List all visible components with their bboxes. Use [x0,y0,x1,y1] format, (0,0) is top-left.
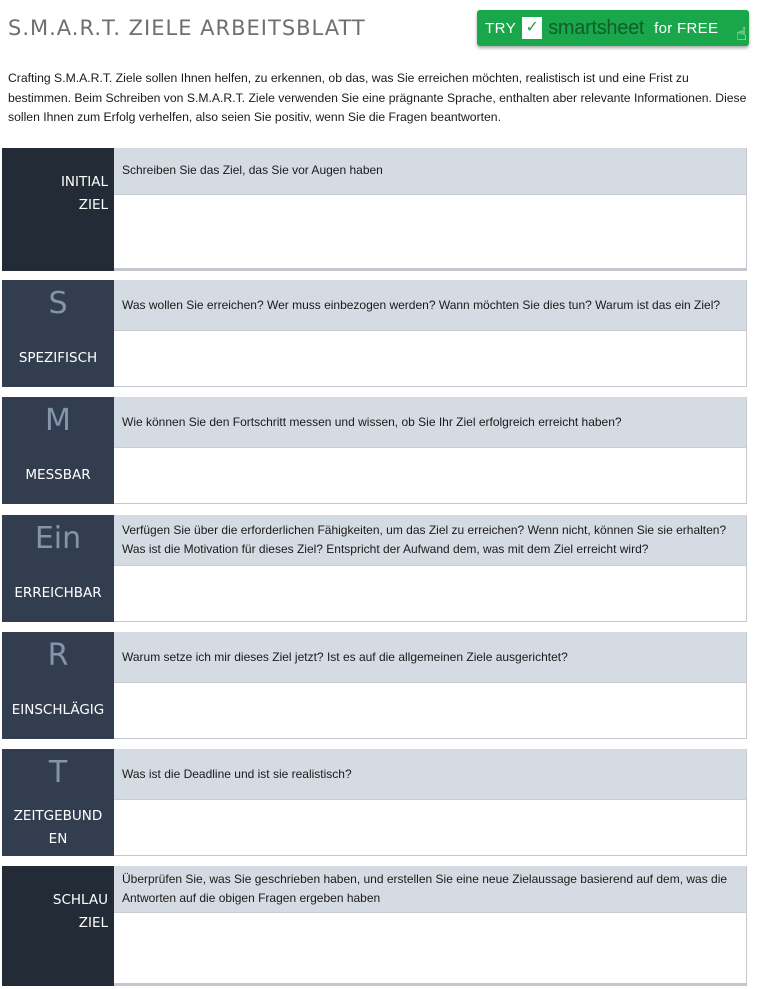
question-band [114,632,746,682]
question-text: Schreiben Sie das Ziel, das Sie vor Augen haben [122,163,383,177]
smart-letter: M [45,403,71,438]
answer-area[interactable] [114,799,746,856]
answer-area[interactable] [114,447,746,504]
section-achievable [2,515,747,622]
question-text: Was wollen Sie erreichen? Wer muss einbezogen werden? Wann möchten Sie dies tun? Warum ist das ein Ziel? [122,297,721,312]
smart-letter: Ein [34,521,82,556]
smart-letter: S [48,286,68,321]
section-time-bound [2,749,747,856]
answer-input-time-bound[interactable] [114,800,746,855]
ad-try-label: TRY [485,19,517,37]
answer-input-relevant[interactable] [114,683,746,738]
intro-paragraph: Crafting S.M.A.R.T. Ziele sollen Ihnen helfen, zu erkennen, ob das, was Sie erreichen möchten, realistisch ist und eine Frist zu bestimmen. Beim Schreiben von S.M.A.R.T. Ziele verwenden Sie eine prägnante Sprache, enthalten aber relevante Informationen. Diese sollen Ihnen zum Erfolg verhelfen, also seien Sie positiv, wenn Sie die Fragen beantworten. [8,71,747,124]
side-label-line2: ZIEL [78,197,108,213]
answer-area[interactable] [114,565,746,622]
checkmark-icon: ✓ [522,17,542,39]
ad-free-label: for FREE [654,19,719,37]
answer-input-achievable[interactable] [114,566,746,621]
section-relevant [2,632,747,739]
question-band [114,397,746,447]
section-initial-goal [2,148,747,271]
question-text-line2: Was ist die Motivation für dieses Ziel? Entspricht der Aufwand dem, was mit dem Ziel erreicht wird? [122,542,649,556]
side-label-initial-goal [2,148,114,271]
section-measurable [2,397,747,504]
section-smart-goal [2,866,747,986]
smart-letter: T [48,755,68,790]
section-specific [2,280,747,387]
smart-letter: R [47,638,69,673]
question-text-line2: Antworten auf die obigen Fragen ergeben haben [122,891,381,905]
answer-input-specific[interactable] [114,331,746,386]
side-label-specific [2,280,114,387]
answer-area[interactable] [114,330,746,387]
question-band [114,515,746,565]
question-text: Was ist die Deadline und ist sie realistisch? [122,766,352,781]
side-label-line2: ZIEL [78,915,108,931]
smartsheet-try-free-banner[interactable] [477,10,749,46]
answer-input-measurable[interactable] [114,448,746,503]
question-text: Wie können Sie den Fortschritt messen und wissen, ob Sie Ihr Ziel erfolgreich erreicht haben? [122,414,622,429]
side-label-measurable [2,397,114,504]
side-label-line1: SCHLAU [52,892,108,908]
ad-brand-label: smartsheet [548,16,645,39]
question-text-line1: Verfügen Sie über die erforderlichen Fähigkeiten, um das Ziel zu erreichen? Wenn nicht, können Sie sie erhalten? [122,523,727,537]
side-label-word-line1: ZEITGEBUND [13,808,103,824]
question-band [114,866,746,912]
side-label-word: MESSBAR [25,467,91,483]
side-label-line1: INITIAL [60,174,108,190]
pointer-hand-icon: ☝ [736,24,747,44]
answer-area[interactable] [114,912,746,986]
side-label-word: EINSCHLÄGIG [11,702,105,718]
question-text: Warum setze ich mir dieses Ziel jetzt? Ist es auf die allgemeinen Ziele ausgerichtet? [122,649,568,664]
question-band [114,148,746,194]
answer-area[interactable] [114,682,746,739]
answer-area[interactable] [114,194,746,271]
side-label-word-line2: EN [48,831,68,847]
answer-input-smart-goal[interactable] [114,913,746,983]
side-label-word: ERREICHBAR [14,585,102,601]
side-label-word: SPEZIFISCH [18,350,98,366]
question-text-line1: Überprüfen Sie, was Sie geschrieben haben, und erstellen Sie eine neue Zielaussage basierend auf dem, was die [122,872,728,886]
side-label-smart-goal [2,866,114,986]
side-label-achievable [2,515,114,622]
side-label-relevant [2,632,114,739]
question-band [114,280,746,330]
page-title: S.M.A.R.T. ZIELE ARBEITSBLATT [8,16,366,40]
question-band [114,749,746,799]
answer-input-initial[interactable] [114,195,746,268]
side-label-time-bound [2,749,114,856]
